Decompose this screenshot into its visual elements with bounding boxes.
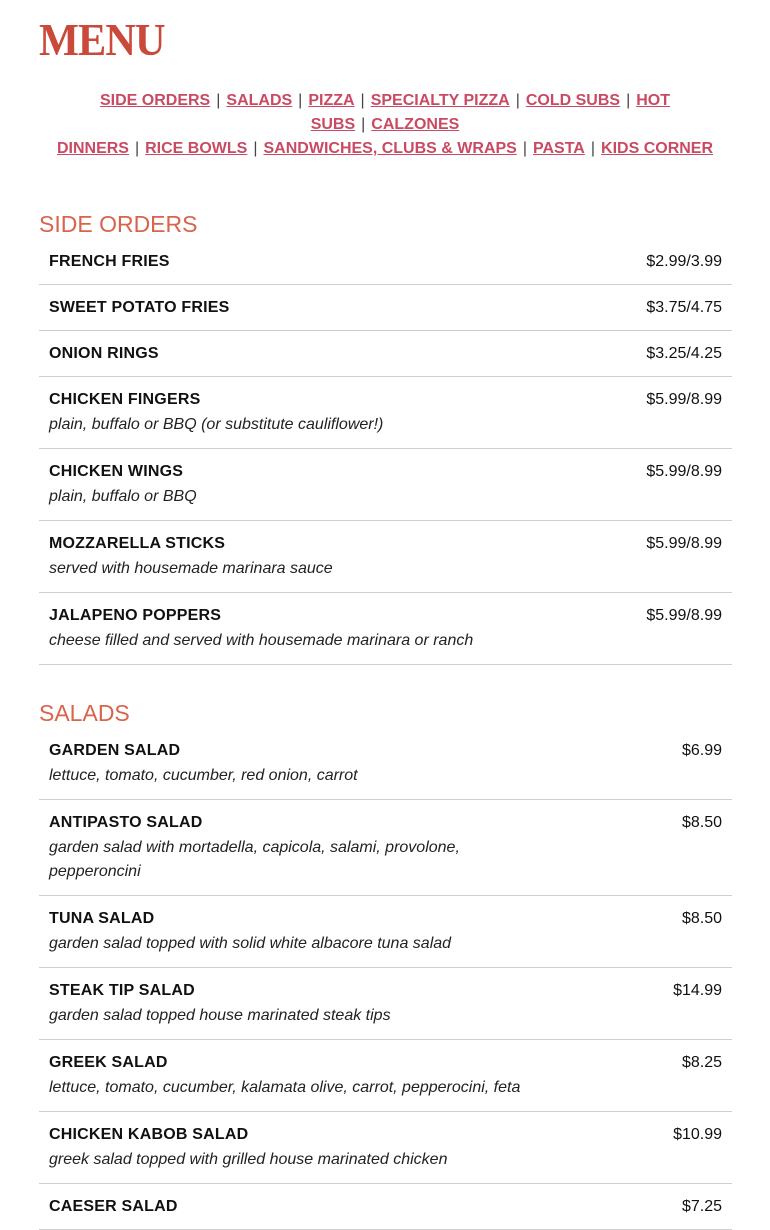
item-name: ANTIPASTO SALAD: [49, 814, 203, 831]
item-price: $8.50: [681, 910, 722, 927]
menu-item: [39, 331, 732, 377]
menu-item: [39, 521, 732, 593]
menu-item: [39, 728, 732, 800]
nav-separator: |: [515, 92, 520, 109]
nav-separator: |: [134, 140, 140, 157]
nav-link-calzones[interactable]: CALZONES: [371, 116, 460, 133]
item-price: $5.99/8.99: [646, 391, 722, 408]
item-description: served with housemade marinara sauce: [49, 560, 333, 577]
menu-item: [39, 896, 732, 968]
nav-separator: |: [626, 92, 631, 109]
nav-link-rice-bowls[interactable]: RICE BOWLS: [145, 140, 248, 157]
item-price: $7.25: [681, 1198, 722, 1215]
side-orders-list: [39, 239, 732, 665]
item-name: SWEET POTATO FRIES: [49, 299, 230, 316]
nav-separator: |: [361, 116, 366, 133]
nav-separator: |: [522, 140, 527, 157]
menu-item: [39, 239, 732, 285]
menu-item: [39, 968, 732, 1040]
item-price: $5.99/8.99: [646, 535, 722, 552]
item-name: JALAPENO POPPERS: [49, 607, 222, 624]
item-name: STEAK TIP SALAD: [49, 982, 195, 999]
nav-link-pizza[interactable]: PIZZA: [308, 92, 355, 109]
item-name: ONION RINGS: [49, 345, 159, 362]
item-description: lettuce, tomato, cucumber, kalamata olive, carrot, pepperocini, feta: [49, 1079, 521, 1096]
item-description: greek salad topped with grilled house marinated chicken: [49, 1151, 448, 1168]
section-title-side-orders: SIDE ORDERS: [39, 211, 198, 237]
nav-separator: |: [590, 140, 596, 157]
item-description: garden salad topped house marinated steak tips: [49, 1007, 391, 1024]
menu-item: [39, 1112, 732, 1184]
item-name: MOZZARELLA STICKS: [49, 535, 226, 552]
category-nav: [39, 89, 731, 161]
menu-item: [39, 593, 732, 665]
nav-link-dinners[interactable]: DINNERS: [56, 140, 129, 157]
item-description: lettuce, tomato, cucumber, red onion, carrot: [49, 767, 358, 784]
nav-separator: |: [298, 92, 303, 109]
item-name: CHICKEN FINGERS: [49, 391, 201, 408]
item-price: $8.25: [681, 1054, 722, 1071]
page-title: MENU: [39, 14, 165, 65]
item-price: $3.25/4.25: [646, 345, 722, 362]
item-description: garden salad with mortadella, capicola, salami, provolone, pepperoncini: [49, 839, 460, 880]
item-price: $3.75/4.75: [646, 299, 722, 316]
nav-separator: |: [253, 140, 258, 157]
item-price: $5.99/8.99: [646, 463, 722, 480]
item-name: TUNA SALAD: [49, 910, 155, 927]
item-price: $8.50: [681, 814, 722, 831]
nav-separator: |: [360, 92, 365, 109]
item-name: CAESER SALAD: [49, 1198, 178, 1215]
item-description: plain, buffalo or BBQ (or substitute cauliflower!): [49, 416, 384, 433]
nav-link-cold-subs[interactable]: COLD SUBS: [525, 92, 621, 109]
nav-link-kids-corner[interactable]: KIDS CORNER: [601, 140, 714, 157]
menu-item: [39, 1040, 732, 1112]
menu-item: [39, 800, 732, 896]
item-price: $5.99/8.99: [646, 607, 722, 624]
item-name: CHICKEN WINGS: [49, 463, 184, 480]
menu-item: [39, 449, 732, 521]
menu-item: [39, 1184, 732, 1230]
item-description: cheese filled and served with housemade marinara or ranch: [49, 632, 474, 649]
nav-link-hot-subs[interactable]: HOT SUBS: [310, 92, 671, 133]
item-name: GARDEN SALAD: [49, 742, 181, 759]
item-name: FRENCH FRIES: [49, 253, 170, 270]
nav-link-pasta[interactable]: PASTA: [533, 140, 585, 157]
item-price: $14.99: [673, 982, 722, 999]
nav-link-side-orders[interactable]: SIDE ORDERS: [99, 92, 211, 109]
nav-link-sandwiches-clubs-wraps[interactable]: SANDWICHES, CLUBS & WRAPS: [263, 140, 517, 157]
item-price: $6.99: [681, 742, 722, 759]
section-title-salads: SALADS: [39, 700, 130, 726]
nav-link-specialty-pizza[interactable]: SPECIALTY PIZZA: [370, 92, 510, 109]
item-description: plain, buffalo or BBQ: [49, 488, 197, 505]
menu-item: [39, 377, 732, 449]
item-description: garden salad topped with solid white albacore tuna salad: [49, 935, 452, 952]
menu-item: [39, 285, 732, 331]
item-price: $10.99: [673, 1126, 722, 1143]
item-price: $2.99/3.99: [646, 253, 722, 270]
salads-list: [39, 728, 732, 1230]
item-name: GREEK SALAD: [49, 1054, 168, 1071]
nav-link-salads[interactable]: SALADS: [226, 92, 293, 109]
item-name: CHICKEN KABOB SALAD: [49, 1126, 249, 1143]
nav-separator: |: [216, 92, 221, 109]
